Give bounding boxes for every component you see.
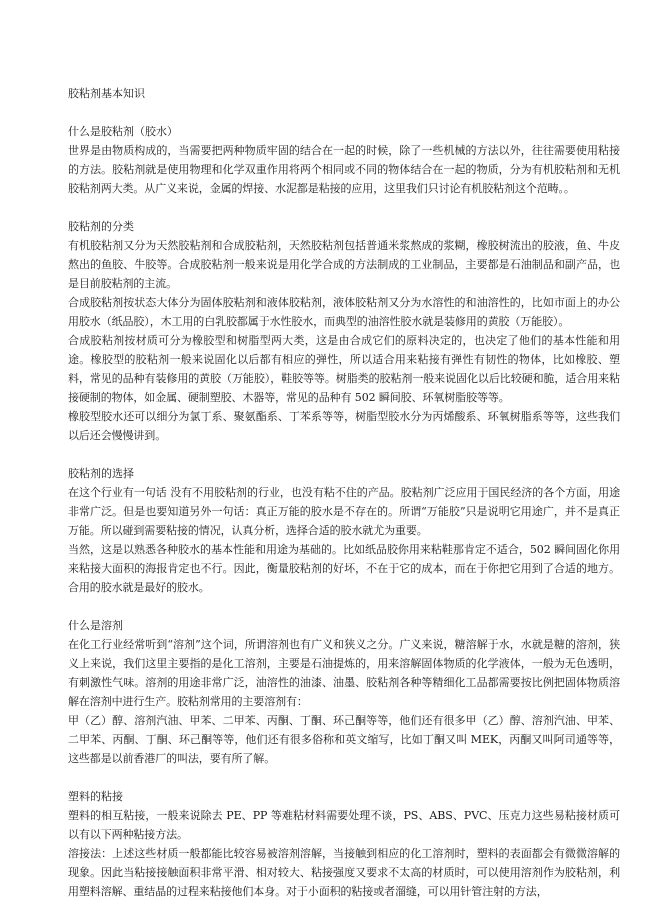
section-plastic-bonding — [68, 787, 620, 901]
paragraph: 有机胶粘剂又分为天然胶粘剂和合成胶粘剂，天然胶粘剂包括普通米浆熬成的浆糊，橡胶树流出的胶液，鱼、牛皮熬出的鱼胶、牛胶等。合成胶粘剂一般来说是用化学合成的方法制成的工业制品，主要都是石油制品和副产品，也是目前胶粘剂的主流。 — [68, 239, 620, 290]
section-what-is-solvent — [68, 616, 620, 768]
section-heading: 胶粘剂的选择 — [68, 467, 134, 480]
paragraph: 当然，这是以熟悉各种胶水的基本性能和用途为基础的。比如纸品胶你用来粘鞋那肯定不适合，502 瞬间固化你用来粘接大面积的海报肯定也不行。因此，衡量胶粘剂的好坏，不在于它的成本，而在于你把它用到了合适的地方。合用的胶水就是最好的胶水。 — [68, 543, 620, 594]
paragraph: 溶接法：上述这些材质一般都能比较容易被溶剂溶解，当接触到相应的化工溶剂时，塑料的表面都会有微微溶解的现象。因此当粘接接触面积非常平滑、相对较大、粘接强度又要求不太高的材质时，可以使用溶剂作为胶粘剂，利用塑料溶解、重结晶的过程来粘接他们本身。对于小面积的粘接或者溜缝，可以用针管注射的方法， — [68, 847, 620, 898]
section-heading: 胶粘剂的分类 — [68, 220, 134, 233]
paragraph: 合成胶粘剂按材质可分为橡胶型和树脂型两大类，这是由合成它们的原料决定的，也决定了他们的基本性能和用途。橡胶型的胶粘剂一般来说固化以后都有相应的弹性，所以适合用来粘接有弹性有韧性的物体，比如橡胶、塑料，常见的品种有装修用的黄胶（万能胶），鞋胶等等。树脂类的胶粘剂一般来说固化以后比较硬和脆，适合用来粘接硬制的物体，如金属、硬制塑胶、木器等，常见的品种有 502 瞬间胶、环氧树脂胶等等。 — [68, 334, 620, 404]
paragraph: 在这个行业有一句话 没有不用胶粘剂的行业，也没有粘不住的产品。胶粘剂广泛应用于国民经济的各个方面，用途非常广泛。但是也要知道另外一句话：真正万能的胶水是不存在的。所谓“万能胶”只是说明它用途广，并不是真正万能。所以碰到需要粘接的情况，认真分析，选择合适的胶水就尤为重要。 — [68, 486, 620, 537]
section-heading: 什么是胶粘剂（胶水） — [68, 125, 178, 138]
paragraph: 在化工行业经常听到“溶剂”这个词，所谓溶剂也有广义和狭义之分。广义来说，糖溶解于水，水就是糖的溶剂，狭义上来说，我们这里主要指的是化工溶剂，主要是石油提炼的，用来溶解固体物质的化学液体，一般为无色透明，有刺激性气味。溶剂的用途非常广泛，油溶性的油漆、油墨、胶粘剂各种等精细化工品都需要按比例把固体物质溶解在溶剂中进行生产。胶粘剂常用的主要溶剂有： — [68, 638, 620, 708]
section-adhesive-selection — [68, 464, 620, 597]
document-page — [68, 84, 620, 920]
paragraph: 塑料的相互粘接，一般来说除去 PE、PP 等难粘材料需要处理不谈，PS、ABS、PVC、压克力这些易粘接材质可以有以下两种粘接方法。 — [68, 809, 620, 841]
paragraph: 合成胶粘剂按状态大体分为固体胶粘剂和液体胶粘剂，液体胶粘剂又分为水溶性的和油溶性的，比如市面上的办公用胶水（纸品胶），木工用的白乳胶都属于水性胶水，而典型的油溶性胶水就是装修用的黄胶（万能胶）。 — [68, 296, 620, 328]
section-heading: 什么是溶剂 — [68, 619, 123, 632]
paragraph: 甲（乙）醇、溶剂汽油、甲苯、二甲苯、丙酮、丁酮、环己酮等等，他们还有很多甲（乙）醇、溶剂汽油、甲苯、二甲苯、丙酮、丁酮、环己酮等等，他们还有很多俗称和英文缩写，比如丁酮又叫 MEK，丙酮又叫阿司通等等，这些都是以前香港厂的叫法，要有所了解。 — [68, 714, 620, 765]
section-heading: 塑料的粘接 — [68, 790, 123, 803]
paragraph: 橡胶型胶水还可以细分为氯丁系、聚氨酯系、丁苯系等等，树脂型胶水分为丙烯酸系、环氧树脂系等等，这些我们以后还会慢慢讲到。 — [68, 410, 620, 442]
paragraph: 世界是由物质构成的，当需要把两种物质牢固的结合在一起的时候，除了一些机械的方法以外，往往需要使用粘接的方法。胶粘剂就是使用物理和化学双重作用将两个相同或不同的物体结合在一起的物质，分为有机胶粘剂和无机胶粘剂两大类。从广义来说，金属的焊接、水泥都是粘接的应用，这里我们只讨论有机胶粘剂这个范畴。。 — [68, 144, 620, 195]
section-what-is-adhesive — [68, 122, 620, 198]
document-title: 胶粘剂基本知识 — [68, 87, 145, 100]
section-adhesive-classification — [68, 217, 620, 445]
